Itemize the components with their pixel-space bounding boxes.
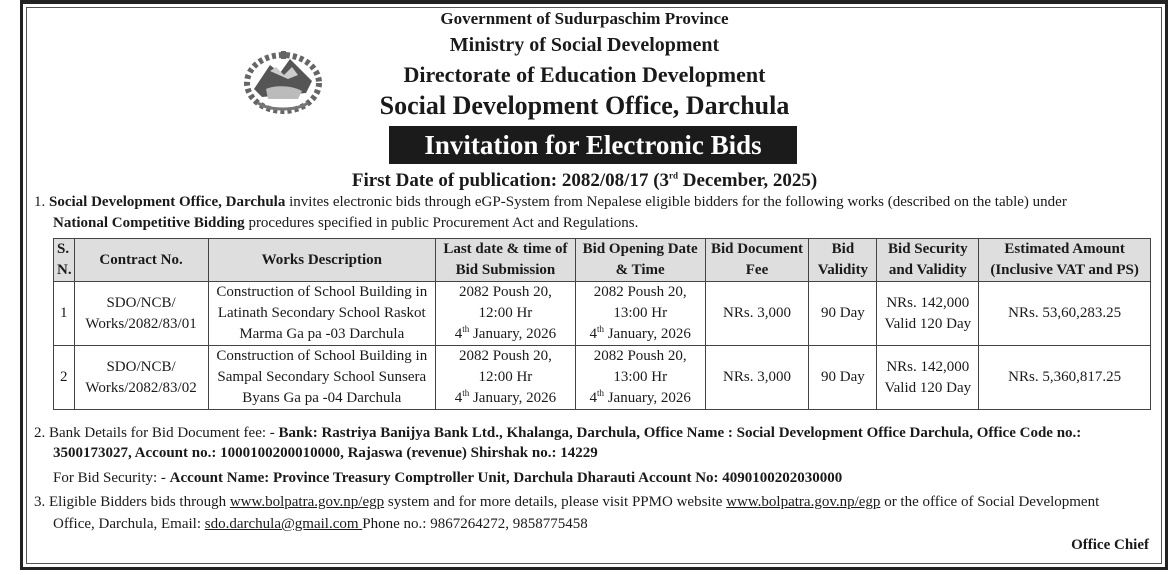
cell-security: NRs. 142,000 Valid 120 Day: [877, 346, 979, 410]
bid-security-line: For Bid Security: - Account Name: Province Treasury Comptroller Unit, Darchula Dharauti Account No: 4090100202030000: [53, 470, 843, 486]
publication-date: First Date of publication: 2082/08/17 (3rd December, 2025): [351, 170, 818, 191]
cell-validity: 90 Day: [809, 282, 877, 346]
cell-works: Construction of School Building in Sampal Secondary School Sunsera Byans Ga pa -04 Darchula: [208, 346, 436, 410]
cell-contract: SDO/NCB/ Works/2082/83/02: [74, 346, 208, 410]
table-row: [54, 346, 1151, 410]
cell-validity: 90 Day: [809, 346, 877, 410]
cell-fee: NRs. 3,000: [705, 282, 809, 346]
cell-opening-date: 2082 Poush 20, 13:00 Hr 4th January, 2026: [575, 346, 705, 410]
header-works: Works Description: [208, 239, 436, 282]
cell-works: Construction of School Building in Latinath Secondary School Raskot Marma Ga pa -03 Darchula: [208, 282, 436, 346]
email-link[interactable]: sdo.darchula@gmail.com: [204, 516, 363, 532]
bids-table: [53, 238, 1151, 410]
office-name: Social Development Office, Darchula: [379, 91, 790, 120]
paragraph-3-line-2: Office, Darchula, Email: sdo.darchula@gmail.com Phone no.: 9867264272, 9858775458: [53, 516, 588, 532]
paragraph-1-line-2: National Competitive Bidding procedures specified in public Procurement Act and Regulations.: [53, 215, 639, 231]
paragraph-1-line-1: 1. Social Development Office, Darchula invites electronic bids through eGP-System from Nepalese eligible bidders for the following works (described on the table) under: [34, 194, 1067, 210]
paragraph-2-line-1: 2. Bank Details for Bid Document fee: - Bank: Rastriya Banijya Bank Ltd., Khalanga, Darchula, Office Name : Social Development Office Darchula, Office Code no.:: [34, 425, 1082, 441]
cell-opening-date: 2082 Poush 20, 13:00 Hr 4th January, 2026: [575, 282, 705, 346]
header-contract: Contract No.: [74, 239, 208, 282]
header-last-date: Last date & time of Bid Submission: [436, 239, 576, 282]
table-header-row: [54, 239, 1151, 282]
ppmo-link[interactable]: www.bolpatra.gov.np/egp: [726, 494, 881, 510]
paragraph-2-line-2: 3500173027, Account no.: 1000100200010000, Rajaswa (revenue) Shirshak no.: 14229: [53, 445, 598, 461]
egp-link[interactable]: www.bolpatra.gov.np/egp: [229, 494, 385, 510]
header-opening-date: Bid Opening Date & Time: [575, 239, 705, 282]
cell-estimate: NRs. 5,360,817.25: [979, 346, 1151, 410]
header-estimate: Estimated Amount (Inclusive VAT and PS): [979, 239, 1151, 282]
cell-contract: SDO/NCB/ Works/2082/83/01: [74, 282, 208, 346]
header-validity: Bid Validity: [809, 239, 877, 282]
ministry-name: Ministry of Social Development: [449, 34, 720, 56]
cell-sn: 1: [54, 282, 75, 346]
paragraph-3-line-1: 3. Eligible Bidders bids through www.bolpatra.gov.np/egp system and for more details, please visit PPMO website www.bolpatra.gov.np/egp or the office of Social Development: [34, 494, 1100, 510]
header-sn: S. N.: [54, 239, 75, 282]
notice-title: Invitation for Electronic Bids: [389, 126, 797, 164]
cell-last-date: 2082 Poush 20, 12:00 Hr 4th January, 2026: [436, 282, 576, 346]
cell-estimate: NRs. 53,60,283.25: [979, 282, 1151, 346]
table-row: [54, 282, 1151, 346]
directorate-name: Directorate of Education Development: [403, 62, 766, 87]
header-document-fee: Bid Document Fee: [705, 239, 809, 282]
cell-sn: 2: [54, 346, 75, 410]
government-name: Government of Sudurpaschim Province: [440, 9, 729, 28]
header-security: Bid Security and Validity: [877, 239, 979, 282]
cell-security: NRs. 142,000 Valid 120 Day: [877, 282, 979, 346]
cell-fee: NRs. 3,000: [705, 346, 809, 410]
signature-office-chief: Office Chief: [1071, 537, 1149, 553]
cell-last-date: 2082 Poush 20, 12:00 Hr 4th January, 2026: [436, 346, 576, 410]
